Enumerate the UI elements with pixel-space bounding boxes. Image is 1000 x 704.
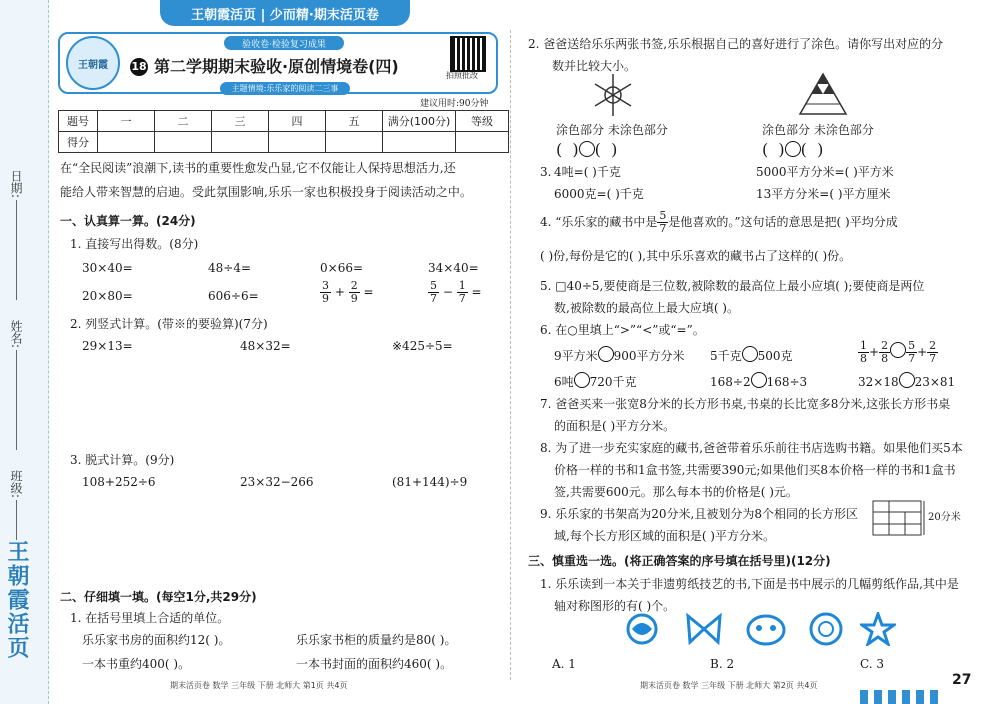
fish-papercut-icon (622, 612, 662, 646)
decorative-bars (860, 690, 940, 704)
fraction: $\frac{2}{9}$ (350, 279, 358, 305)
fraction: $\frac{1}{7}$ (458, 279, 466, 305)
s1-q1-item: 30×40= (82, 261, 133, 275)
s2-q6-compare: 5千克 500克 (710, 346, 793, 366)
th-2: 二 (155, 111, 212, 132)
score-cell[interactable] (326, 132, 383, 153)
theme-pill: 主题情境:乐乐家的阅读二三事 (220, 82, 350, 95)
fraction: $\frac{5}{7}$ (659, 209, 667, 235)
class-line (16, 500, 18, 540)
s2-q5-line: 5. □40÷5,要使商是三位数,被除数的最高位上最小应填( );要使商是两位 (540, 279, 925, 293)
s1-q1-item: 606÷6= (208, 289, 259, 303)
bookshelf-diagram (872, 500, 926, 536)
th-qnum: 题号 (59, 111, 98, 132)
s2-q7-line: 7. 爸爸买来一张宽8分米的长方形书桌,书桌的长比宽多8分米,这张长方形书桌 (540, 397, 951, 411)
s2-q6-fraction-compare: $\frac{1}{8}$ + $\frac{2}{8}$ $\frac{5}{7}$ + $\frac{2}{7}$ (860, 339, 937, 365)
option-b[interactable]: B. 2 (710, 657, 735, 671)
th-3: 三 (212, 111, 269, 132)
date-label: 日期: (9, 170, 23, 199)
fraction: $\frac{3}{9}$ (322, 279, 329, 305)
s2-q2-label: 涂色部分 未涂色部分 (556, 123, 668, 137)
s1-q2-item: 48×32= (240, 339, 291, 353)
th-full: 满分(100分) (383, 111, 456, 132)
th-5: 五 (326, 111, 383, 132)
s2-q6-compare: 9平方米 900平方分米 (554, 346, 685, 366)
fraction-expression-2: $\frac{5}{7}$ − $\frac{1}{7}$ = (430, 279, 482, 305)
s2-q6-compare: 6吨 720千克 (554, 372, 637, 392)
exam-title-text: 第二学期期末验收·原创情境卷(四) (154, 57, 399, 76)
s2-q1-item: 乐乐家书柜的质量约是80( )。 (296, 633, 457, 647)
s2-q8-line: 价格一样的书和1盒书签,共需要390元;如果他们买8本价格一样的书和1盒书 (554, 463, 956, 477)
date-line (16, 200, 18, 300)
section2-title: 二、仔细填一填。(每空1分,共29分) (60, 590, 257, 604)
s2-q2-line: 数并比较大小。 (552, 59, 637, 73)
s2-q3-item: 6000克=( )千克 (554, 187, 644, 201)
score-table (58, 110, 509, 153)
s1-q1-item: 0×66= (320, 261, 364, 275)
score-cell[interactable] (98, 132, 155, 153)
time-note: 建议用时:90分钟 (420, 99, 489, 109)
s2-q4-line1: 4. “乐乐家的藏书中是 $\frac{5}{7}$ 是他喜欢的。”这句话的意思是把( )平均分成 (540, 209, 898, 235)
intro-line-2: 能给人带来智慧的启迪。受此氛围影响,乐乐一家也积极投身于阅读活动之中。 (60, 185, 472, 199)
th-4: 四 (269, 111, 326, 132)
s1-q3-item: (81+144)÷9 (392, 475, 468, 489)
s2-q7-line: 的面积是( )平方分米。 (554, 419, 676, 433)
score-cell[interactable] (212, 132, 269, 153)
page-number: 27 (952, 672, 972, 688)
s1-q2-item: ※425÷5= (392, 339, 453, 353)
footer-left: 期末活页卷 数学 三年级 下册 北师大 第1页 共4页 (170, 681, 348, 690)
s2-q3-num: 3. (540, 165, 552, 179)
qr-label: 拍照批改 (446, 71, 478, 80)
score-cell[interactable] (456, 132, 509, 153)
review-pill: 验收卷·检验复习成果 (224, 36, 344, 50)
s2-q8-line: 8. 为了进一步充实家庭的藏书,爸爸带着乐乐前往书店选购书籍。如果他们买5本 (540, 441, 963, 455)
name-line (16, 350, 18, 450)
s1-q1-item: 48÷4= (208, 261, 252, 275)
section1-title: 一、认真算一算。(24分) (60, 214, 196, 228)
fraction-expression-1: $\frac{3}{9}$ + $\frac{2}{9}$ = (322, 279, 374, 305)
s3-q1-line: 轴对称图形的有( )个。 (554, 599, 676, 613)
s2-q9-line: 9. 乐乐家的书架高为20分米,且被划分为8个相同的长方形区 (540, 507, 858, 521)
intro-line-1: 在“全民阅读”浪潮下,读书的重要性愈发凸显,它不仅能让人保持思想活力,还 (60, 161, 456, 175)
exam-number-badge: 18 (130, 58, 148, 76)
tiger-papercut-icon (744, 612, 788, 646)
series-banner: 王朝霞活页 | 少而精·期末活页卷 (160, 0, 410, 26)
s2-q6-title: 6. 在○里填上“>”“<”或“=”。 (540, 323, 705, 337)
option-c[interactable]: C. 3 (860, 657, 885, 671)
butterfly-papercut-icon (684, 612, 724, 646)
s2-q2-label: 涂色部分 未涂色部分 (762, 123, 874, 137)
section3-title: 三、慎重选一选。(将正确答案的序号填在括号里)(12分) (528, 554, 831, 568)
score-cell[interactable] (383, 132, 456, 153)
s1-q2-title: 2. 列竖式计算。(带※的要验算)(7分) (70, 317, 268, 331)
star-papercut-icon (860, 612, 896, 646)
s2-q5-line: 数,被除数的最高位上最大应填( )。 (554, 301, 739, 315)
page-divider (510, 30, 511, 680)
s2-q1-title: 1. 在括号里填上合适的单位。 (70, 611, 230, 625)
s2-q9-line: 域,每个长方形区域的面积是( )平方分米。 (554, 529, 775, 543)
option-a[interactable]: A. 1 (552, 657, 576, 671)
triangle-bookmark-icon (798, 72, 848, 116)
score-cell[interactable] (269, 132, 326, 153)
s1-q2-item: 29×13= (82, 339, 133, 353)
th-grade: 等级 (456, 111, 509, 132)
compare-blanks-1[interactable]: ( ) ( ) (556, 140, 618, 159)
s2-q2-line: 2. 爸爸送给乐乐两张书签,乐乐根据自己的喜好进行了涂色。请你写出对应的分 (528, 37, 944, 51)
s2-q4-line2: ( )份,每份是它的( ),其中乐乐喜欢的藏书占了这样的( )份。 (540, 249, 852, 263)
s1-q3-item: 23×32−266 (240, 475, 314, 489)
fraction: $\frac{5}{7}$ (430, 279, 437, 305)
s2-q8-line: 签,共需要600元。那么每本书的价格是( )元。 (554, 485, 798, 499)
s2-q1-item: 乐乐家书房的面积约12( )。 (82, 633, 231, 647)
compare-blanks-2[interactable]: ( ) ( ) (762, 140, 824, 159)
s1-q3-title: 3. 脱式计算。(9分) (70, 453, 175, 467)
name-label: 姓名: (9, 320, 23, 349)
s2-q1-item: 一本书封面的面积约460( )。 (296, 657, 453, 671)
bookshelf-height-label: 20分米 (928, 512, 961, 523)
s1-q1-item: 20×80= (82, 289, 133, 303)
s1-q3-item: 108+252÷6 (82, 475, 156, 489)
exam-title (130, 54, 450, 77)
s2-q3-item: 4吨=( )千克 (554, 165, 621, 179)
s3-q1-line: 1. 乐乐读到一本关于非遗剪纸技艺的书,下面是书中展示的几幅剪纸作品,其中是 (540, 577, 959, 591)
s2-q6-compare: 32×18 23×81 (858, 372, 955, 392)
th-1: 一 (98, 111, 155, 132)
s2-q3-item: 13平方分米=( )平方厘米 (756, 187, 891, 201)
td-score-label: 得分 (59, 132, 98, 153)
score-table-row (59, 132, 509, 153)
s1-q1-item: 34×40= (428, 261, 479, 275)
publisher-logo-icon: 王朝霞 (66, 36, 120, 90)
footer-right: 期末活页卷 数学 三年级 下册 北师大 第2页 共4页 (640, 681, 818, 690)
s2-q6-compare: 168÷2 168÷3 (710, 372, 807, 392)
s2-q1-item: 一本书重约400( )。 (82, 657, 191, 671)
round-flower-papercut-icon (808, 612, 844, 646)
s1-q1-title: 1. 直接写出得数。(8分) (70, 237, 199, 251)
score-cell[interactable] (155, 132, 212, 153)
score-table-header-row (59, 111, 509, 132)
s2-q3-item: 5000平方分米=( )平方米 (756, 165, 894, 179)
qr-code-icon[interactable] (450, 36, 486, 72)
class-label: 班级: (9, 470, 23, 499)
brand-vertical-logo: 王朝霞活页 (4, 540, 30, 660)
snowflake-bookmark-icon (588, 70, 638, 120)
